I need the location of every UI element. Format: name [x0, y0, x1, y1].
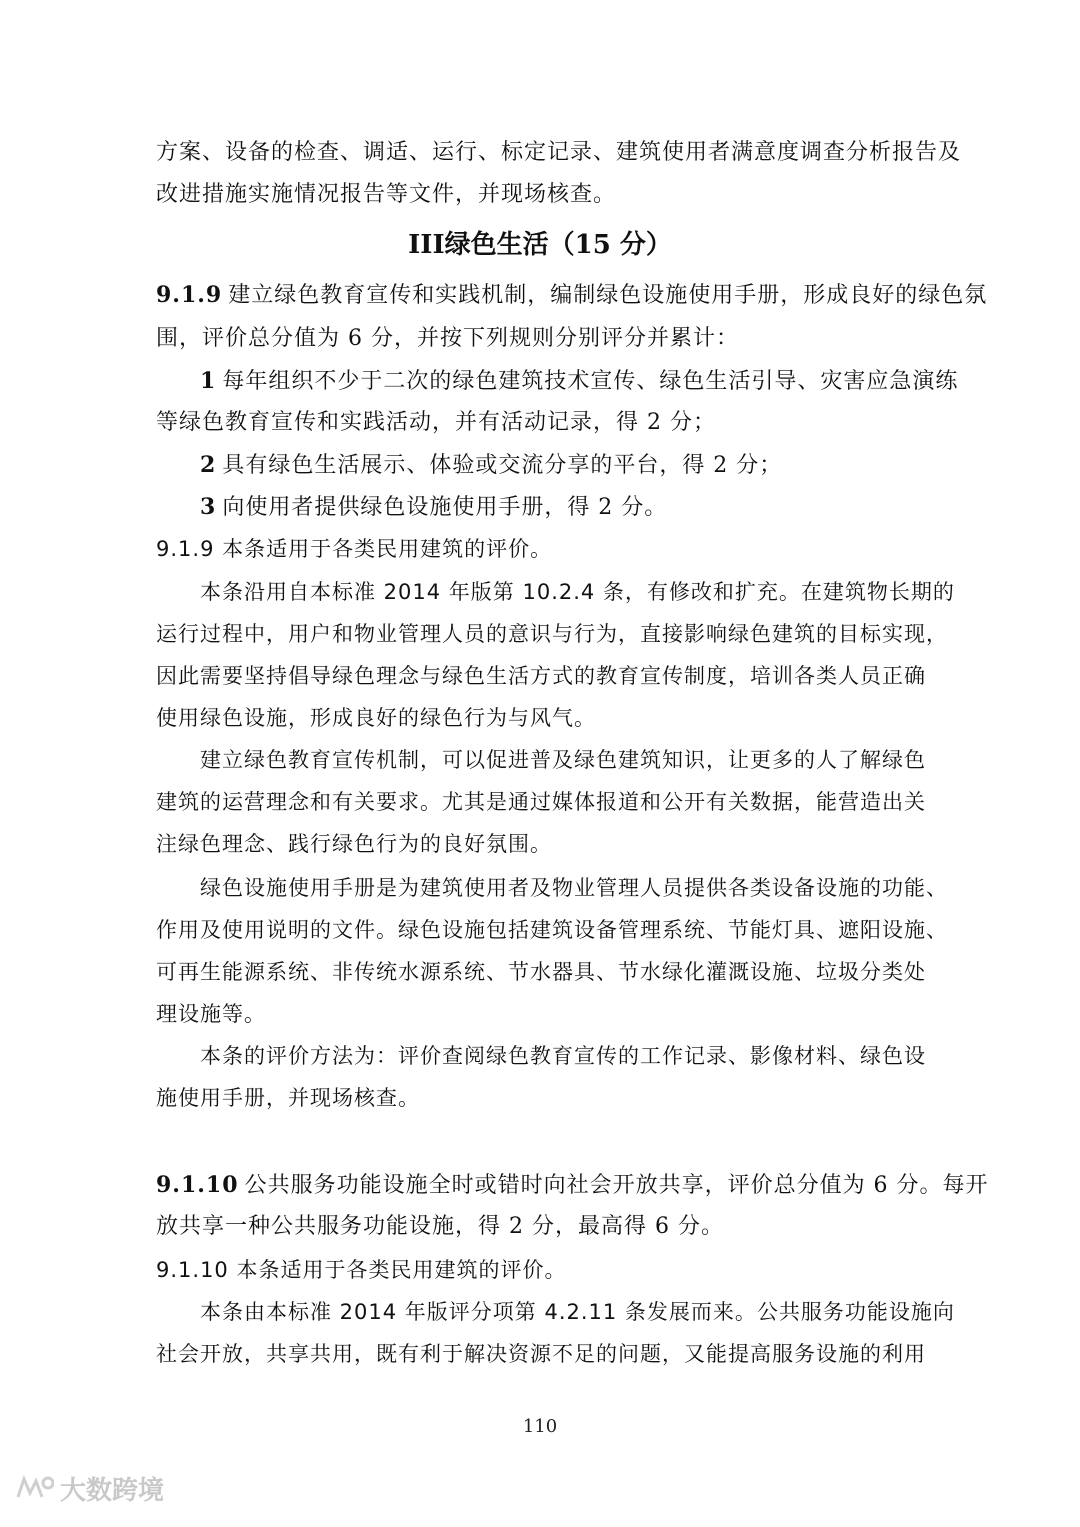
clause-number: 9.1.10 [156, 1172, 239, 1198]
explanation-919-p1-line-3: 因此需要坚持倡导绿色理念与绿色生活方式的教育宣传制度，培训各类人员正确 [156, 664, 926, 688]
intro-line-2: 改进措施实施情况报告等文件，并现场核查。 [156, 182, 617, 207]
explanation-919-p2-line-2: 建筑的运营理念和有关要求。尤其是通过媒体报道和公开有关数据，能营造出关 [156, 790, 926, 814]
clause-text: 建立绿色教育宣传和实践机制，编制绿色设施使用手册，形成良好的绿色氛 [228, 283, 988, 308]
intro-line-1: 方案、设备的检查、调适、运行、标定记录、建筑使用者满意度调查分析报告及 [156, 140, 962, 165]
item-number: 2 [200, 452, 217, 478]
item-number: 3 [200, 494, 217, 520]
explanation-919-p1-line-2: 运行过程中，用户和物业管理人员的意识与行为，直接影响绿色建筑的目标实现， [156, 622, 948, 646]
clause-919-line-2: 围，评价总分值为 6 分，并按下列规则分别评分并累计： [156, 326, 739, 351]
explanation-919-p1-line-1: 本条沿用自本标准 2014 年版第 10.2.4 条，有修改和扩充。在建筑物长期的 [200, 580, 955, 604]
explanation-9110-p1-line-1: 本条由本标准 2014 年版评分项第 4.2.11 条发展而来。公共服务功能设施向 [200, 1300, 955, 1324]
explanation-919-p3-line-4: 理设施等。 [156, 1002, 266, 1026]
clause-9110-line-1 [156, 1170, 989, 1201]
explanation-919-p4-line-1: 本条的评价方法为：评价查阅绿色教育宣传的工作记录、影像材料、绿色设 [200, 1044, 926, 1068]
explanation-919-p3-line-3: 可再生能源系统、非传统水源系统、节水器具、节水绿化灌溉设施、垃圾分类处 [156, 960, 926, 984]
clause-text: 公共服务功能设施全时或错时向社会开放共享，评价总分值为 6 分。每开 [244, 1173, 989, 1198]
explanation-919-p2-line-3: 注绿色理念、践行绿色行为的良好氛围。 [156, 832, 552, 856]
clause-919-item-2 [200, 450, 980, 481]
explanation-9110-heading: 9.1.10 本条适用于各类民用建筑的评价。 [156, 1258, 567, 1282]
clause-919-item-1-line-1 [200, 366, 980, 397]
page-number: 110 [522, 1416, 558, 1437]
item-text: 具有绿色生活展示、体验或交流分享的平台，得 2 分； [222, 453, 783, 478]
explanation-9110-p1-line-2: 社会开放，共享共用，既有利于解决资源不足的问题，又能提高服务设施的利用 [156, 1342, 926, 1366]
explanation-919-p3-line-2: 作用及使用说明的文件。绿色设施包括建筑设备管理系统、节能灯具、遮阳设施、 [156, 918, 948, 942]
clause-919-item-1-line-2: 等绿色教育宣传和实践活动，并有活动记录，得 2 分； [156, 410, 716, 435]
clause-number: 9.1.9 [156, 282, 223, 308]
section-heading: III绿色生活（15 分） [408, 230, 672, 260]
watermark-text: 大数跨境 [60, 1475, 165, 1506]
clause-919-line-1 [156, 280, 988, 311]
watermark [10, 1468, 164, 1508]
explanation-919-p1-line-4: 使用绿色设施，形成良好的绿色行为与风气。 [156, 706, 596, 730]
item-number: 1 [200, 368, 217, 394]
explanation-919-p4-line-2: 施使用手册，并现场核查。 [156, 1086, 420, 1110]
explanation-919-p2-line-1: 建立绿色教育宣传机制，可以促进普及绿色建筑知识，让更多的人了解绿色 [200, 748, 926, 772]
item-text: 向使用者提供绿色设施使用手册，得 2 分。 [222, 495, 668, 520]
clause-919-item-3 [200, 492, 980, 523]
watermark-logo-icon [10, 1473, 54, 1503]
item-text: 每年组织不少于二次的绿色建筑技术宣传、绿色生活引导、灾害应急演练 [222, 369, 959, 394]
explanation-919-p3-line-1: 绿色设施使用手册是为建筑使用者及物业管理人员提供各类设备设施的功能、 [200, 876, 948, 900]
clause-9110-line-2: 放共享一种公共服务功能设施，得 2 分，最高得 6 分。 [156, 1214, 724, 1239]
explanation-919-heading: 9.1.9 本条适用于各类民用建筑的评价。 [156, 537, 553, 561]
